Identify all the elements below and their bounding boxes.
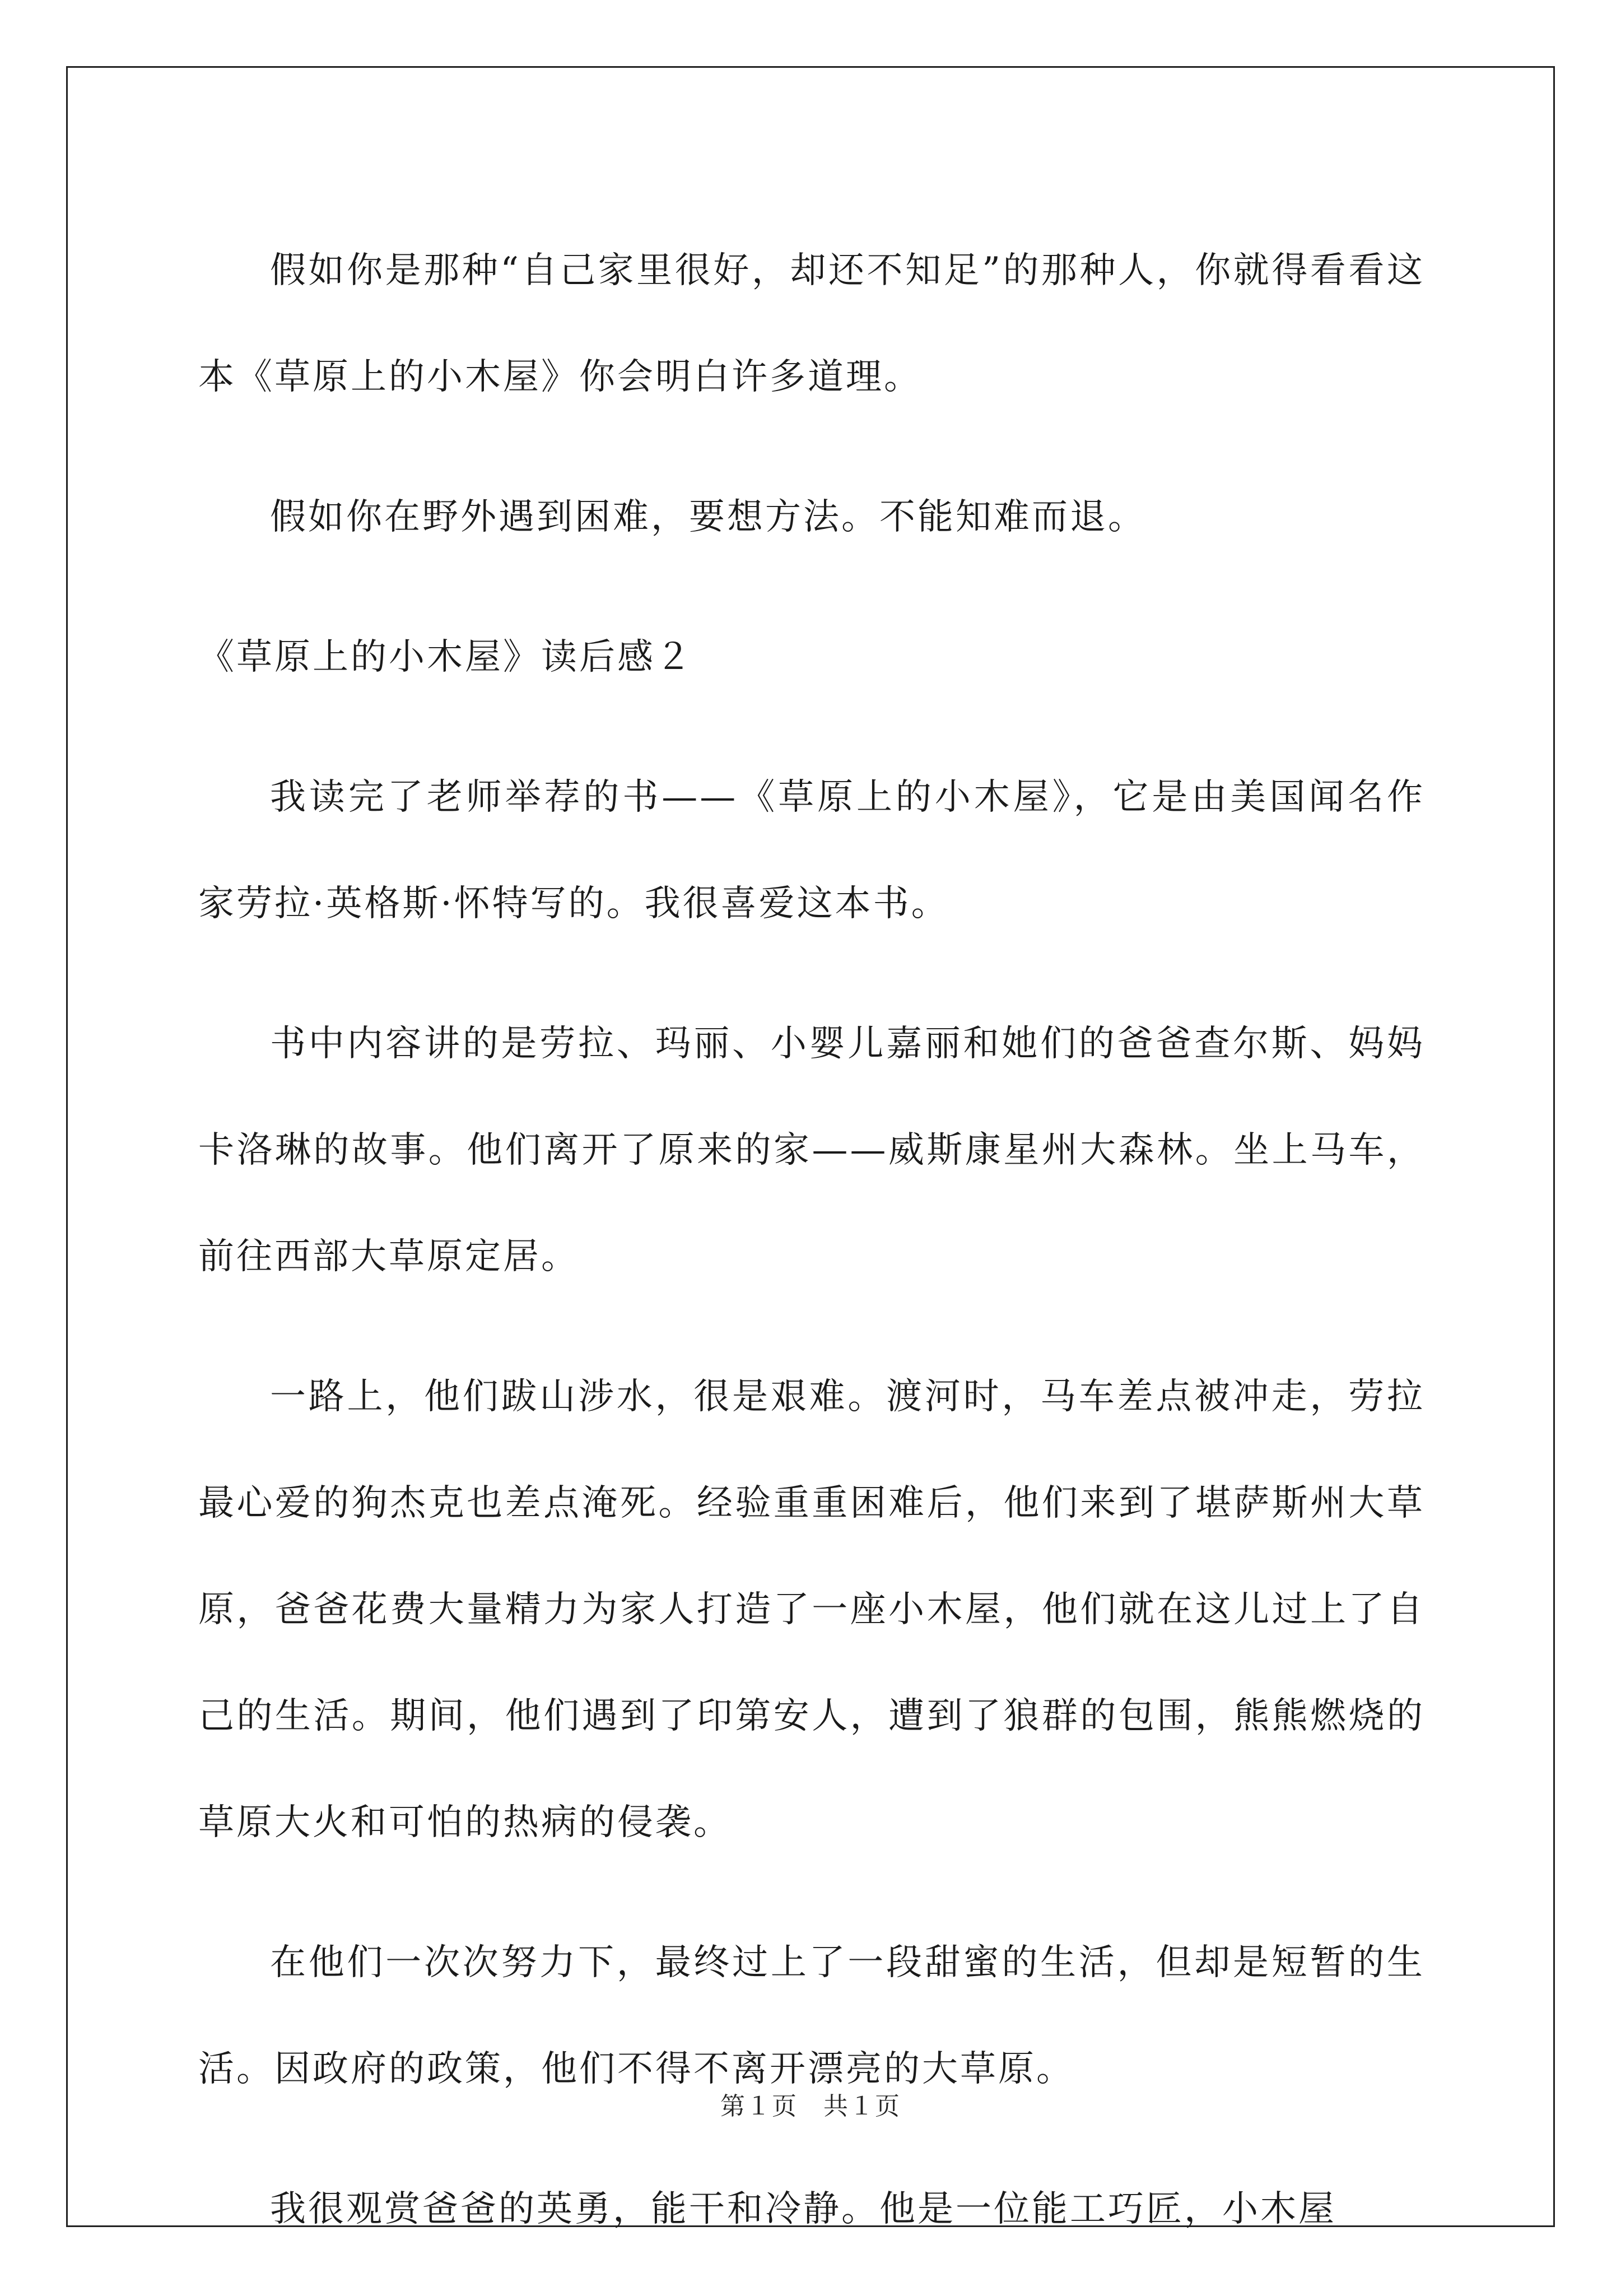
paragraph: 我很观赏爸爸的英勇，能干和冷静。他是一位能工巧匠，小木屋: [270, 2188, 1336, 2230]
paragraph: 一路上，他们跋山涉水，很是艰难。渡河时，马车差点被冲走，劳拉最心爱的狗杰克也差点淹死。经验重重困难后，他们来到了堪萨斯州大草原，爸爸花费大量精力为家人打造了一座小木屋，他们就在这儿过上了自己的生活。期间，他们遇到了印第安人，遭到了狼群的包围，熊熊燃烧的草原大火和可怕的热病的侵袭。: [198, 1376, 1425, 1843]
section-heading: 《草原上的小木屋》读后感２: [198, 636, 693, 678]
paragraph: 书中内容讲的是劳拉、玛丽、小婴儿嘉丽和她们的爸爸查尔斯、妈妈卡洛琳的故事。他们离开了原来的家——威斯康星州大森林。坐上马车，前往西部大草原定居。: [198, 1023, 1425, 1277]
page-number-footer: 第１页 共１页: [720, 2092, 901, 2121]
paragraph: 假如你是那种“自己家里很好，却还不知足”的那种人，你就得看看这本《草原上的小木屋》你会明白许多道理。: [198, 250, 1425, 398]
paragraph: 我读完了老师举荐的书——《草原上的小木屋》，它是由美国闻名作家劳拉·英格斯·怀特写的。我很喜爱这本书。: [198, 777, 1425, 924]
paragraph: 假如你在野外遇到困难，要想方法。不能知难而退。: [270, 496, 1146, 538]
document-body: [198, 217, 1425, 2296]
paragraph: 在他们一次次努力下，最终过上了一段甜蜜的生活，但却是短暂的生活。因政府的政策，他们不得不离开漂亮的大草原。: [198, 1942, 1425, 2090]
